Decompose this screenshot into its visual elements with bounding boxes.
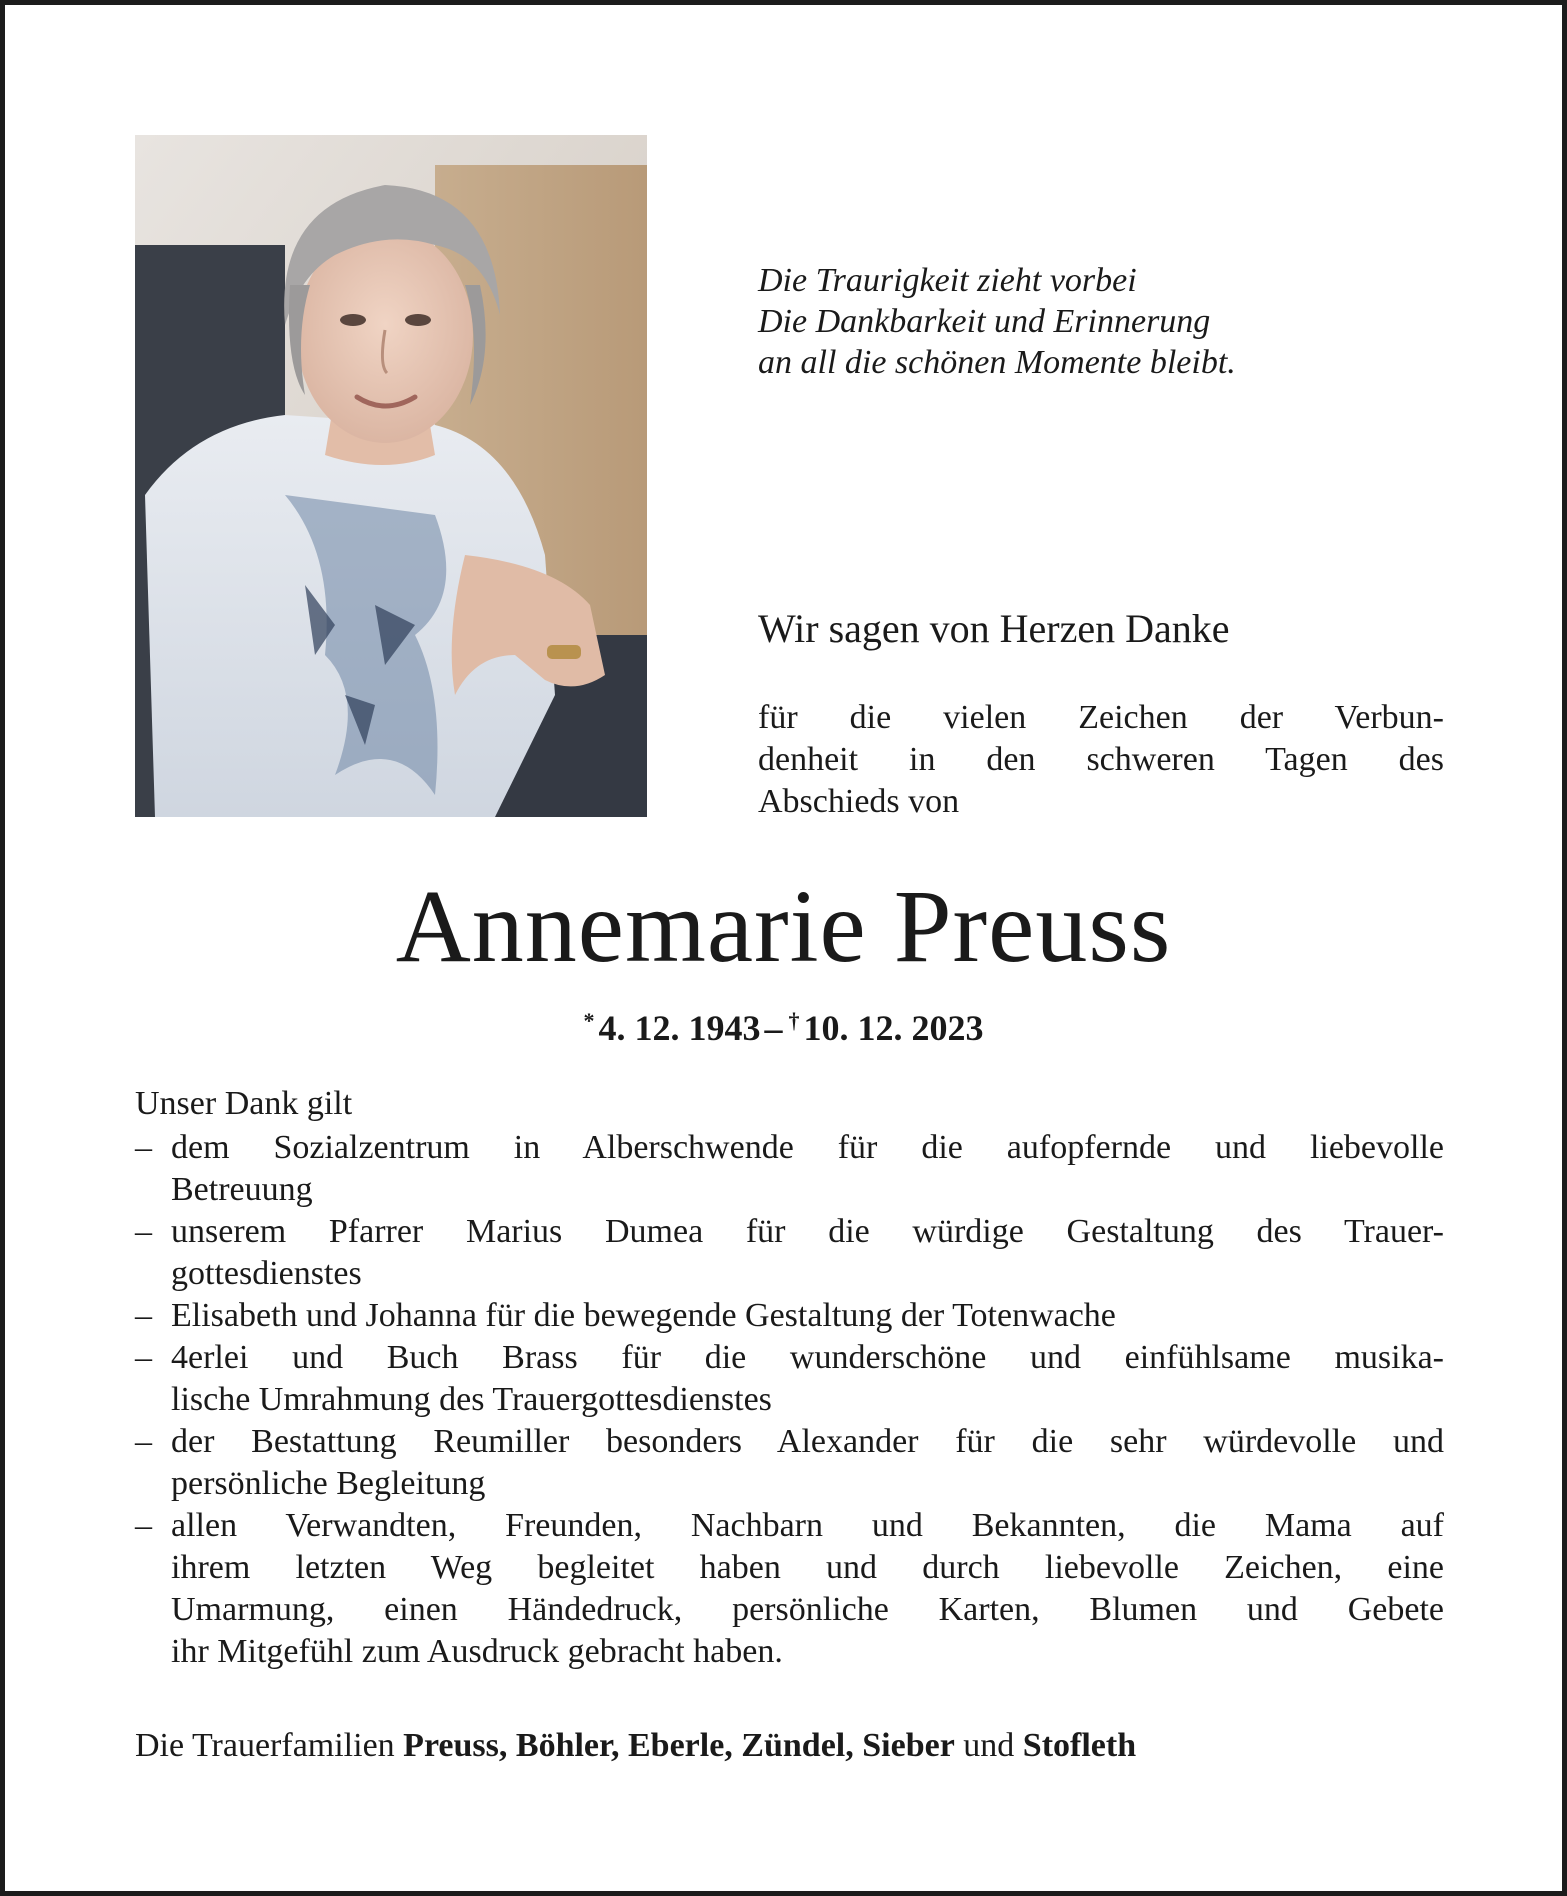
family-name: Sieber <box>862 1727 955 1764</box>
acknowledgement-line: ihrem letzten Weg begleitet haben und durch liebevolle Zeichen, eine <box>171 1549 1444 1586</box>
thanks-line: denheit in den schweren Tagen des <box>758 741 1444 778</box>
acknowledgement-line: allen Verwandten, Freunden, Nachbarn und Bekannten, die Mama auf <box>171 1507 1444 1544</box>
family-name: Zündel, <box>741 1727 854 1764</box>
poem <box>758 260 1236 383</box>
acknowledgement-line: Elisabeth und Johanna für die bewegende Gestaltung der Totenwache <box>171 1297 1116 1334</box>
acknowledgement-item <box>135 1505 1444 1673</box>
acknowledgement-line: persönliche Begleitung <box>171 1465 486 1502</box>
list-dash: – <box>135 1507 152 1544</box>
birth-symbol: * <box>583 1008 595 1033</box>
families-conjunction: und <box>963 1727 1015 1764</box>
thanks-text <box>758 697 1444 823</box>
list-dash: – <box>135 1297 152 1334</box>
poem-line: an all die schönen Momente bleibt. <box>758 344 1236 381</box>
families-prefix: Die Trauerfamilien <box>135 1727 395 1764</box>
families-signature <box>135 1725 1136 1767</box>
portrait-photo <box>135 135 647 817</box>
thanks-heading: Wir sagen von Herzen Danke <box>758 606 1230 651</box>
list-dash: – <box>135 1213 152 1250</box>
acknowledgement-line: lische Umrahmung des Trauergottesdienstes <box>171 1381 772 1418</box>
acknowledgement-item <box>135 1127 1444 1211</box>
acknowledgements-intro: Unser Dank gilt <box>135 1085 353 1122</box>
family-name: Preuss, <box>403 1727 508 1764</box>
acknowledgement-line: gottesdienstes <box>171 1255 362 1292</box>
thanks-line: für die vielen Zeichen der Verbun- <box>758 699 1444 736</box>
family-name: Eberle, <box>627 1727 733 1764</box>
poem-line: Die Dankbarkeit und Erinnerung <box>758 303 1211 340</box>
acknowledgement-line: Betreuung <box>171 1171 313 1208</box>
acknowledgement-line: Umarmung, einen Händedruck, persönliche Karten, Blumen und Gebete <box>171 1591 1444 1628</box>
acknowledgement-item <box>135 1295 1444 1337</box>
death-date: 10. 12. 2023 <box>803 1008 984 1048</box>
acknowledgements <box>135 1083 1444 1673</box>
acknowledgement-item <box>135 1211 1444 1295</box>
family-name: Böhler, <box>515 1727 620 1764</box>
list-dash: – <box>135 1423 152 1460</box>
list-dash: – <box>135 1339 152 1376</box>
death-symbol: † <box>788 1008 800 1033</box>
life-dates <box>5 999 1562 1050</box>
acknowledgement-item <box>135 1337 1444 1421</box>
date-separator: – <box>764 1008 783 1048</box>
acknowledgements-list <box>135 1127 1444 1673</box>
acknowledgement-line: unserem Pfarrer Marius Dumea für die würdige Gestaltung des Trauer- <box>171 1213 1444 1250</box>
birth-date: 4. 12. 1943 <box>598 1008 761 1048</box>
acknowledgement-line: dem Sozialzentrum in Alberschwende für die aufopfernde und liebevolle <box>171 1129 1444 1166</box>
acknowledgement-item <box>135 1421 1444 1505</box>
acknowledgement-line: der Bestattung Reumiller besonders Alexander für die sehr würdevolle und <box>171 1423 1444 1460</box>
acknowledgement-line: 4erlei und Buch Brass für die wunderschöne und einfühlsame musika- <box>171 1339 1444 1376</box>
list-dash: – <box>135 1129 152 1166</box>
deceased-name: Annemarie Preuss <box>395 869 1172 984</box>
portrait-image <box>135 135 647 817</box>
thanks-line: Abschieds von <box>758 783 960 820</box>
family-name: Stofleth <box>1022 1727 1137 1764</box>
acknowledgement-line: ihr Mitgefühl zum Ausdruck gebracht haben. <box>171 1633 783 1670</box>
poem-line: Die Traurigkeit zieht vorbei <box>758 262 1137 299</box>
